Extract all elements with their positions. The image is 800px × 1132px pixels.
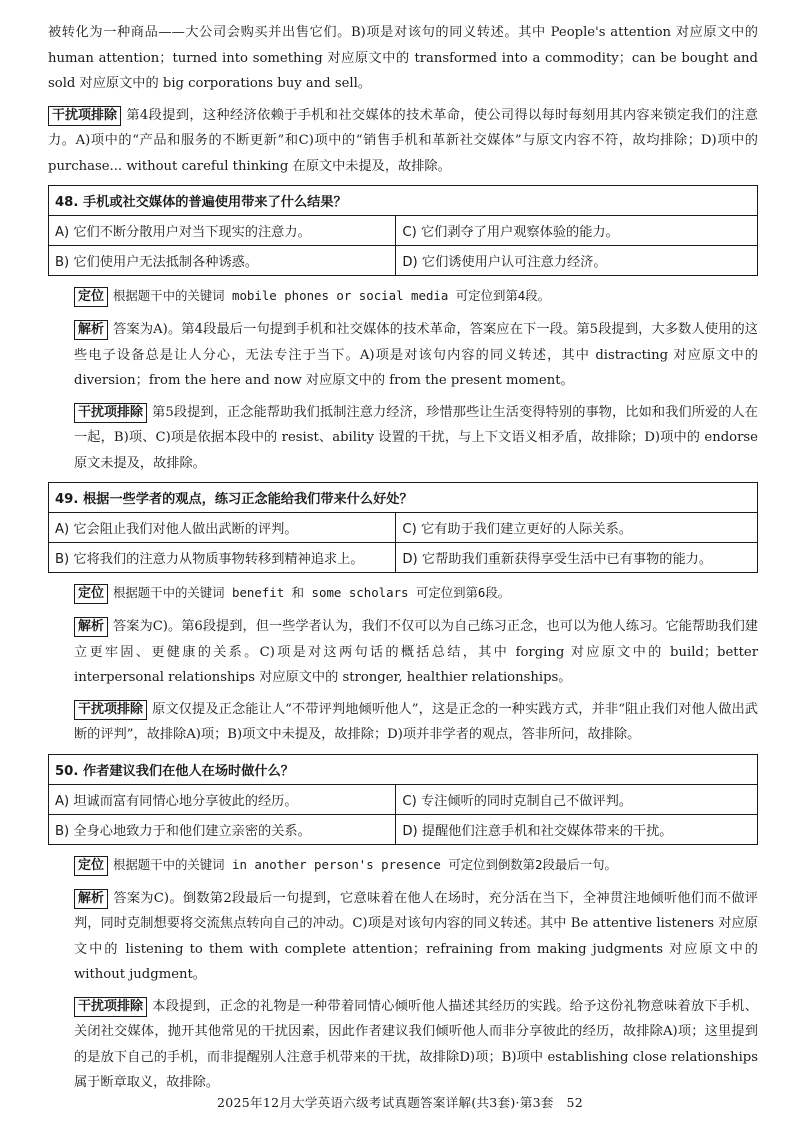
- q49-question: 49. 根据一些学者的观点，练习正念能给我们带来什么好处？: [49, 483, 758, 513]
- q49-table: [48, 482, 758, 573]
- q48-question: 48. 手机或社交媒体的普遍使用带来了什么结果？: [49, 186, 758, 216]
- q49-locate: [74, 581, 758, 606]
- locate-tag: 定位: [74, 287, 108, 307]
- q48-option-a: A) 它们不断分散用户对当下现实的注意力。: [49, 216, 396, 246]
- q50-analysis: [48, 886, 758, 988]
- q49-distractor-text: 原文仅提及正念能让人“不带评判地倾听他人”，这是正念的一种实践方式，并非“阻止我们对他人做出武断的评判”，故排除A)项；B)项文中未提及，故排除；D)项并非学者的观点，答非所问，故排除。: [74, 701, 758, 742]
- q48-table: [48, 185, 758, 276]
- q48-option-c: C) 它们剥夺了用户观察体验的能力。: [396, 216, 758, 246]
- q50-distractor: [48, 994, 758, 1096]
- q48-locate: [74, 284, 758, 309]
- q50-analysis-text: 答案为C)。倒数第2段最后一句提到，它意味着在他人在场时，充分活在当下，全神贯注地倾听他们而不做评判，同时克制想要将交流焦点转向自己的冲动。C)项是对该句内容的同义转述。其中 Be attentive listeners 对应原文中的 listening to them with complete attention；refraining from making judgments 对应原文中的 without judgment。: [74, 890, 758, 982]
- analysis-tag: 解析: [74, 320, 108, 340]
- analysis-tag: 解析: [74, 889, 108, 909]
- q48-distractor: [48, 400, 758, 477]
- q47-distractor-paragraph: [48, 103, 758, 180]
- q50-distractor-text: 本段提到，正念的礼物是一种带着同情心倾听他人描述其经历的实践。给予这份礼物意味着放下手机、关闭社交媒体，抛开其他常见的干扰因素，因此作者建议我们倾听他人而非分享彼此的经历，故排除A)项；这里提到的是放下自己的手机，而非提醒别人注意手机带来的干扰，故排除D)项；B)项中 establishing close relationships 属于断章取义，故排除。: [74, 998, 758, 1090]
- q48-option-b: B) 它们使用户无法抵制各种诱惑。: [49, 246, 396, 276]
- distractor-tag: 干扰项排除: [74, 997, 147, 1017]
- q50-locate-text: 根据题干中的关键词 in another person's presence 可定位到倒数第2段最后一句。: [113, 856, 617, 872]
- locate-tag: 定位: [74, 584, 108, 604]
- q48-option-d: D) 它们诱使用户认可注意力经济。: [396, 246, 758, 276]
- q50-locate: [74, 853, 758, 878]
- q49-option-d: D) 它帮助我们重新获得享受生活中已有事物的能力。: [396, 543, 758, 573]
- q48-analysis: [48, 317, 758, 394]
- distractor-tag: 干扰项排除: [48, 106, 121, 126]
- page-content: [48, 20, 758, 1096]
- q48-locate-text: 根据题干中的关键词 mobile phones or social media 可定位到第4段。: [113, 288, 550, 303]
- intro-paragraph: 被转化为一种商品——大公司会购买并出售它们。B)项是对该句的同义转述。其中 People's attention 对应原文中的 human attention；turned into something 对应原文中的 transformed into a commodity；can be bought and sold 对应原文中的 big corporations buy and sell。: [48, 25, 758, 91]
- q49-option-c: C) 它有助于我们建立更好的人际关系。: [396, 513, 758, 543]
- q50-question: 50. 作者建议我们在他人在场时做什么？: [49, 754, 758, 784]
- q50-option-d: D) 提醒他们注意手机和社交媒体带来的干扰。: [396, 814, 758, 844]
- q49-option-a: A) 它会阻止我们对他人做出武断的评判。: [49, 513, 396, 543]
- q50-option-c: C) 专注倾听的同时克制自己不做评判。: [396, 784, 758, 814]
- q50-option-a: A) 坦诚而富有同情心地分享彼此的经历。: [49, 784, 396, 814]
- page-footer: 2025年12月大学英语六级考试真题答案详解(共3套)·第3套 52: [217, 1095, 583, 1110]
- q49-analysis: [48, 614, 758, 691]
- q50-table: [48, 754, 758, 845]
- q48-distractor-text: 第5段提到，正念能帮助我们抵制注意力经济，珍惜那些让生活变得特别的事物，比如和我们所爱的人在一起，B)项、C)项是依据本段中的 resist、ability 设置的干扰，与上下文语义相矛盾，故排除；D)项中的 endorse 原文未提及，故排除。: [74, 404, 758, 471]
- q49-distractor: [48, 697, 758, 748]
- distractor-tag: 干扰项排除: [74, 403, 147, 423]
- q48-analysis-text: 答案为A)。第4段最后一句提到手机和社交媒体的技术革命，答案应在下一段。第5段提到，大多数人使用的这些电子设备总是让人分心，无法专注于当下。A)项是对该句内容的同义转述，其中 distracting 对应原文中的 diversion；from the here and now 对应原文中的 from the present moment。: [74, 322, 758, 388]
- q50-option-b: B) 全身心地致力于和他们建立亲密的关系。: [49, 814, 396, 844]
- q49-analysis-text: 答案为C)。第6段提到，但一些学者认为，我们不仅可以为自己练习正念，也可以为他人练习。它能帮助我们建立更牢固、更健康的关系。C)项是对这两句话的概括总结，其中 forging 对应原文中的 build；better interpersonal relationships 对应原文中的 stronger, healthier relationships。: [74, 619, 758, 685]
- analysis-tag: 解析: [74, 617, 108, 637]
- distractor-tag: 干扰项排除: [74, 700, 147, 720]
- q49-locate-text: 根据题干中的关键词 benefit 和 some scholars 可定位到第6段。: [113, 585, 511, 600]
- q47-distractor-text: 第4段提到，这种经济依赖于手机和社交媒体的技术革命，使公司得以每时每刻用其内容来锁定我们的注意力。A)项中的“产品和服务的不断更新”和C)项中的“销售手机和革新社交媒体”与原文内容不符，故均排除；D)项中的 purchase... without careful thinking 在原文中未提及，故排除。: [48, 107, 758, 174]
- locate-tag: 定位: [74, 856, 108, 876]
- q49-option-b: B) 它将我们的注意力从物质事物转移到精神追求上。: [49, 543, 396, 573]
